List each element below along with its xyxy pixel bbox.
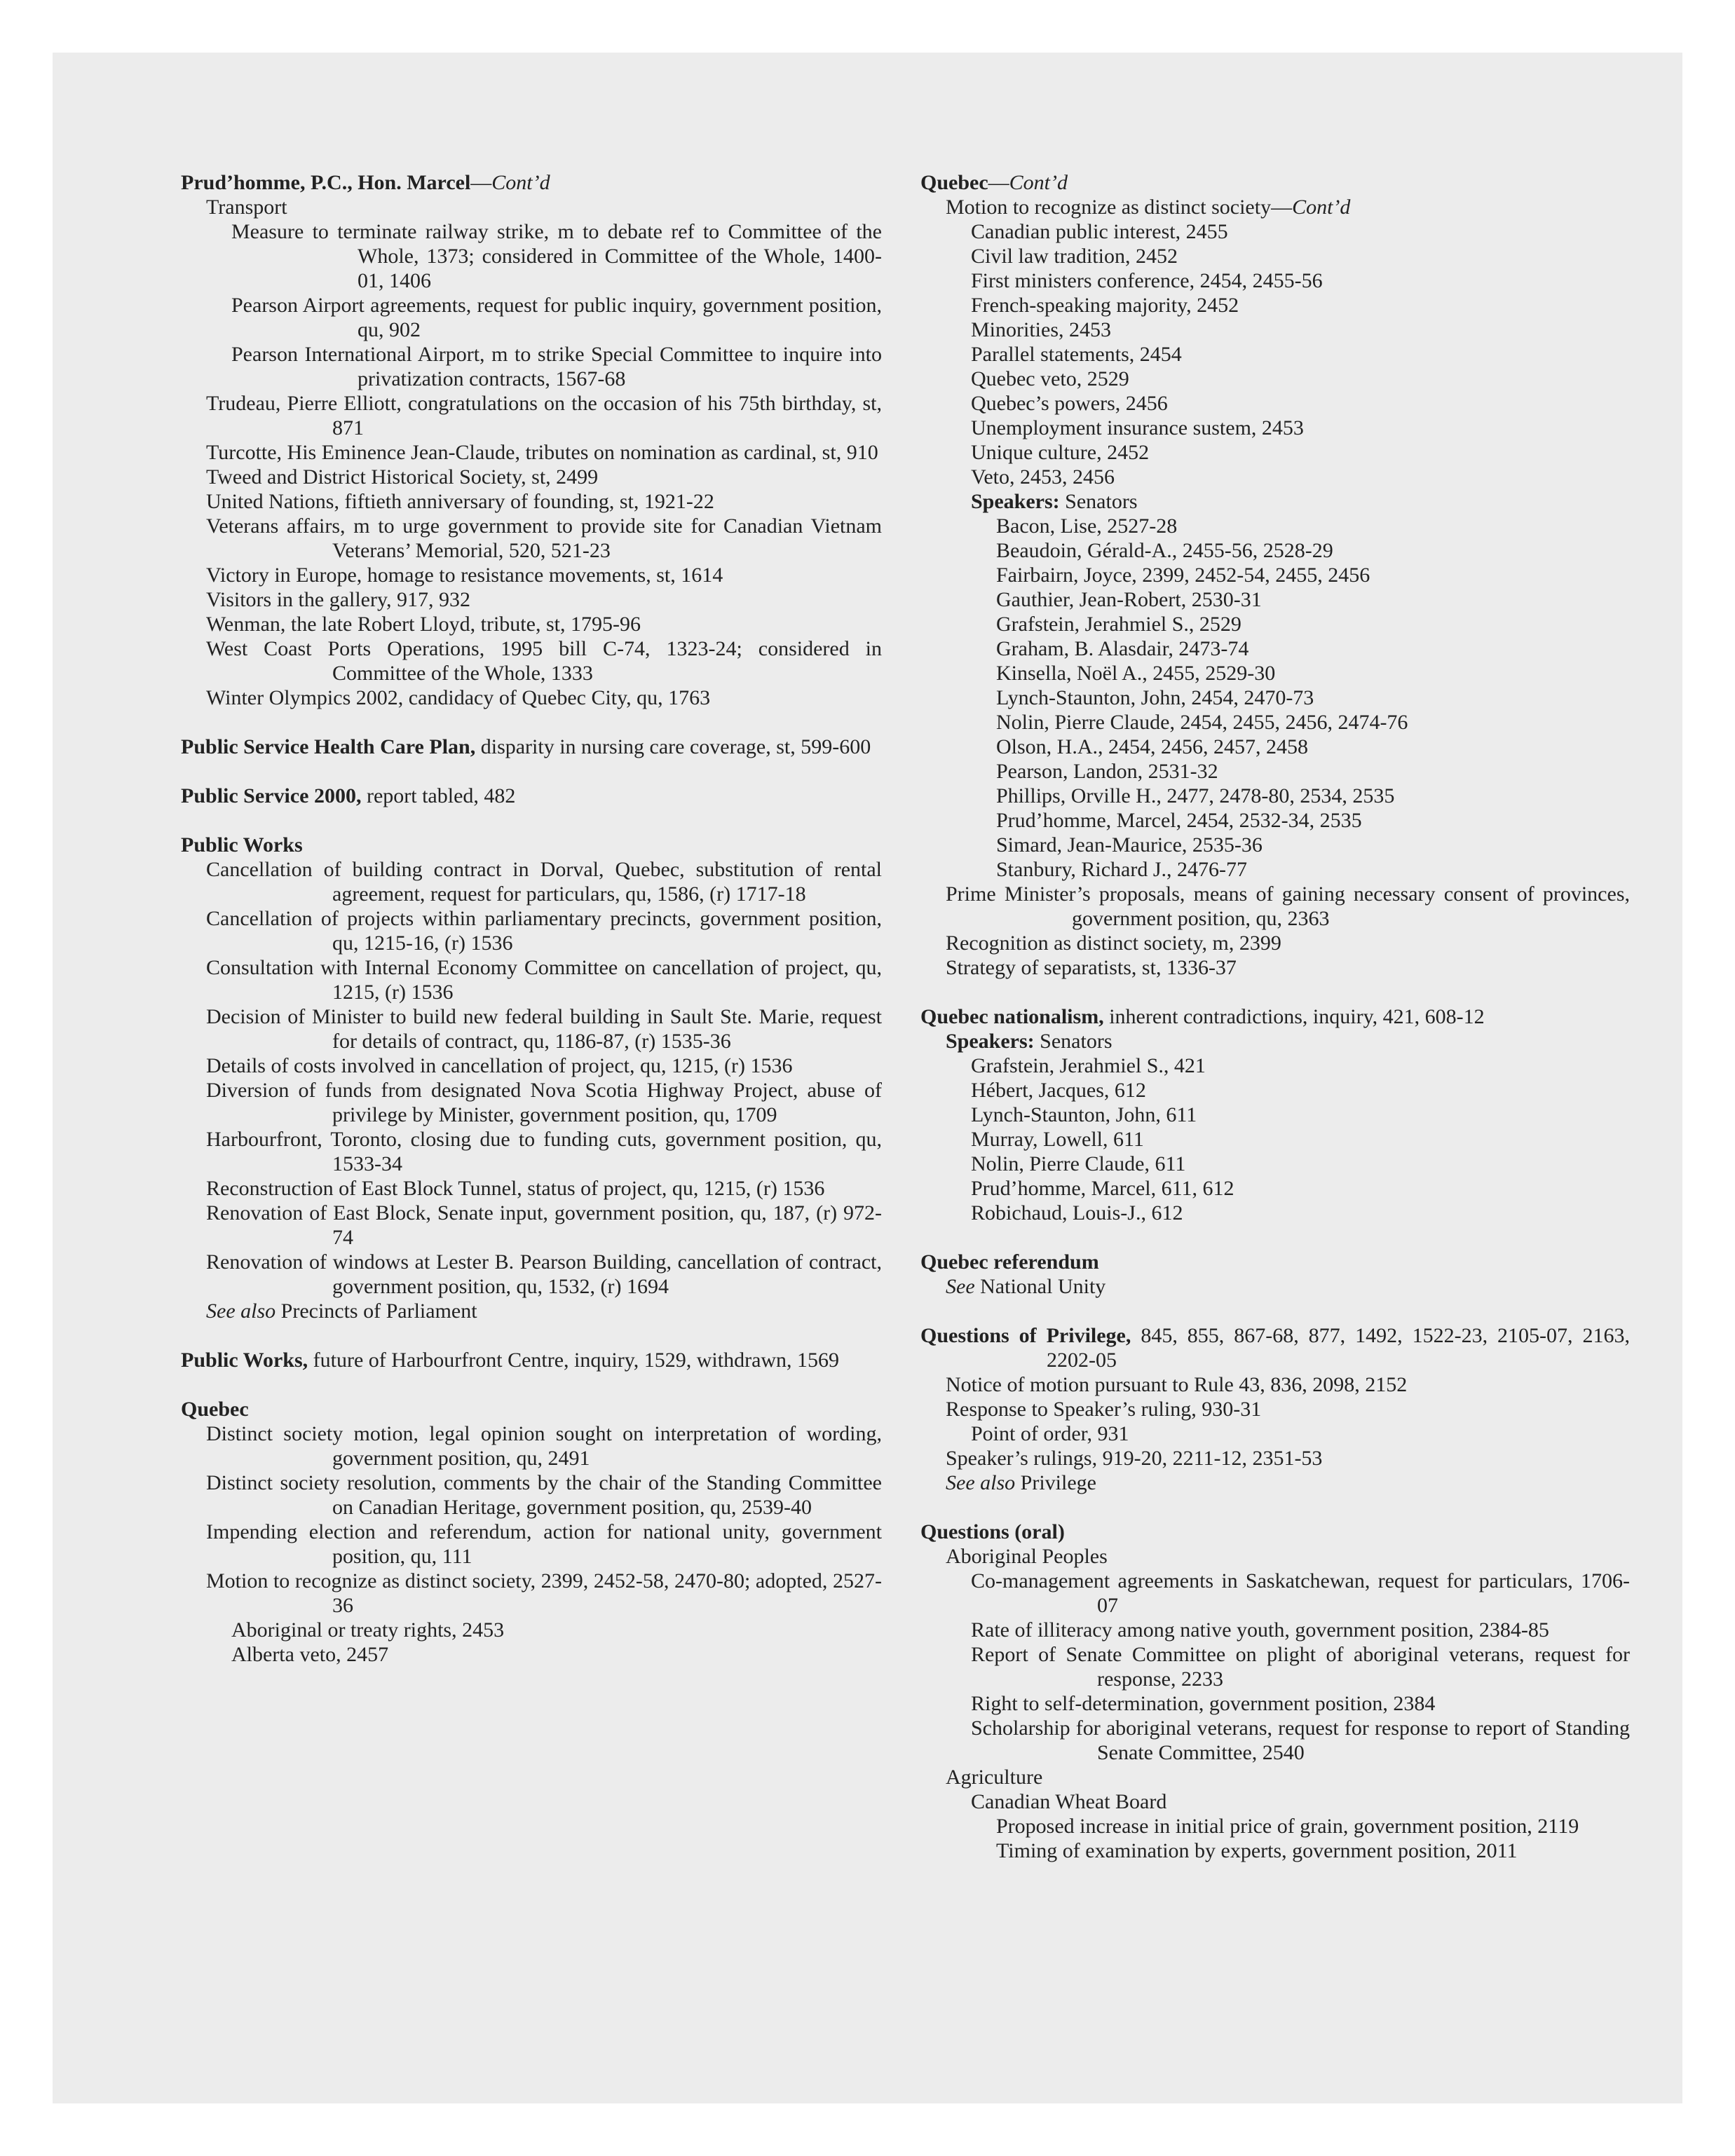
index-entry xyxy=(920,1372,1630,1397)
index-entry xyxy=(181,489,882,514)
entry-text: Scholarship for aboriginal veterans, request for response to report of Standing Senate Committee, 2540 xyxy=(971,1717,1630,1764)
entry-text: Measure to terminate railway strike, m to debate ref to Committee of the Whole, 1373; considered in Committee of the Whole, 1400-01, 1406 xyxy=(231,220,882,292)
entry-text: Veterans affairs, m to urge government to provide site for Canadian Vietnam Veterans’ Memorial, 520, 521-23 xyxy=(206,514,882,562)
entry-text: Notice of motion pursuant to Rule 43, 836, 2098, 2152 xyxy=(946,1373,1408,1396)
entry-text: Cancellation of building contract in Dorval, Quebec, substitution of rental agreement, request for particulars, qu, 1586, (r) 1717-18 xyxy=(206,858,882,906)
entry-text: report tabled, 482 xyxy=(361,784,516,807)
entry-text: Gauthier, Jean-Robert, 2530-31 xyxy=(996,588,1262,611)
index-entry xyxy=(920,1446,1630,1471)
index-entry xyxy=(181,636,882,685)
index-entry xyxy=(920,1569,1630,1618)
entry-text: Point of order, 931 xyxy=(971,1422,1129,1445)
entry-text: Visitors in the gallery, 917, 932 xyxy=(206,588,471,611)
entry-text: Alberta veto, 2457 xyxy=(231,1643,389,1666)
entry-text: Quebec veto, 2529 xyxy=(971,367,1129,390)
index-entry xyxy=(920,1152,1630,1176)
index-entry xyxy=(920,1716,1630,1765)
entry-text: Impending election and referendum, action for national unity, government position, qu, 111 xyxy=(206,1520,882,1568)
entry-text: Prud’homme, Marcel, 611, 612 xyxy=(971,1177,1234,1200)
entry-text: Quebec xyxy=(920,171,988,194)
index-entry xyxy=(920,1127,1630,1152)
entry-text: Quebec xyxy=(181,1398,249,1421)
index-heading xyxy=(920,1323,1630,1372)
entry-text: Response to Speaker’s ruling, 930-31 xyxy=(946,1398,1262,1421)
entry-text: Renovation of windows at Lester B. Pearson Building, cancellation of contract, government position, qu, 1532, (r) 1694 xyxy=(206,1250,882,1298)
index-heading xyxy=(181,735,882,759)
index-entry xyxy=(920,1691,1630,1716)
entry-text: disparity in nursing care coverage, st, 599-600 xyxy=(475,735,871,758)
index-column-left xyxy=(181,170,882,1667)
index-entry xyxy=(181,1127,882,1176)
index-heading xyxy=(920,1004,1630,1029)
index-entry xyxy=(920,661,1630,685)
entry-text: Details of costs involved in cancellation of project, qu, 1215, (r) 1536 xyxy=(206,1054,793,1077)
entry-text: Report of Senate Committee on plight of aboriginal veterans, request for response, 2233 xyxy=(971,1643,1630,1691)
entry-spacer xyxy=(181,808,882,833)
index-entry xyxy=(920,612,1630,636)
entry-text: Aboriginal Peoples xyxy=(946,1545,1108,1568)
entry-text: Right to self-determination, government position, 2384 xyxy=(971,1692,1436,1715)
index-heading xyxy=(920,1520,1630,1544)
index-entry xyxy=(181,1078,882,1127)
entry-text: Wenman, the late Robert Lloyd, tribute, st, 1795-96 xyxy=(206,613,641,636)
index-entry xyxy=(920,1789,1630,1814)
entry-text: See xyxy=(946,1275,975,1298)
entry-text: Graham, B. Alasdair, 2473-74 xyxy=(996,637,1249,660)
index-entry xyxy=(181,1176,882,1201)
entry-text: future of Harbourfront Centre, inquiry, 1529, withdrawn, 1569 xyxy=(308,1349,840,1372)
index-entry xyxy=(920,1176,1630,1201)
entry-text: Public Works, xyxy=(181,1349,308,1372)
index-entry xyxy=(181,465,882,489)
entry-text: Olson, H.A., 2454, 2456, 2457, 2458 xyxy=(996,735,1309,758)
index-entry xyxy=(920,882,1630,931)
index-entry xyxy=(920,342,1630,367)
entry-text: Decision of Minister to build new federal building in Sault Ste. Marie, request for details of contract, qu, 1186-87, (r) 1535-36 xyxy=(206,1005,882,1053)
entry-text: Prud’homme, P.C., Hon. Marcel xyxy=(181,171,471,194)
entry-text: — xyxy=(470,171,492,194)
entry-text: Lynch-Staunton, John, 611 xyxy=(971,1103,1197,1126)
index-entry xyxy=(920,759,1630,784)
entry-text: Speakers: xyxy=(946,1030,1035,1053)
entry-text: Public Service Health Care Plan, xyxy=(181,735,476,758)
entry-text: Distinct society motion, legal opinion sought on interpretation of wording, government position, qu, 2491 xyxy=(206,1422,882,1470)
entry-text: Senators xyxy=(1034,1030,1113,1053)
entry-text: Senators xyxy=(1059,490,1138,513)
entry-text: Co-management agreements in Saskatchewan, request for particulars, 1706-07 xyxy=(971,1569,1630,1617)
index-entry xyxy=(920,367,1630,391)
entry-text: Minorities, 2453 xyxy=(971,318,1111,341)
index-entry xyxy=(181,391,882,440)
index-entry xyxy=(920,931,1630,955)
entry-text: Turcotte, His Eminence Jean-Claude, tributes on nomination as cardinal, st, 910 xyxy=(206,441,878,464)
index-entry xyxy=(920,1397,1630,1421)
index-entry xyxy=(181,1618,882,1642)
index-entry xyxy=(920,1618,1630,1642)
entry-text: Fairbairn, Joyce, 2399, 2452-54, 2455, 2456 xyxy=(996,564,1370,587)
entry-text: Quebec nationalism, xyxy=(920,1005,1104,1028)
entry-text: Prud’homme, Marcel, 2454, 2532-34, 2535 xyxy=(996,809,1362,832)
entry-spacer xyxy=(181,1372,882,1397)
entry-text: Canadian Wheat Board xyxy=(971,1790,1167,1813)
index-entry xyxy=(181,1201,882,1250)
index-entry xyxy=(181,342,882,391)
index-heading xyxy=(181,784,882,808)
entry-text: Pearson Airport agreements, request for public inquiry, government position, qu, 902 xyxy=(231,294,882,341)
index-entry xyxy=(181,219,882,293)
entry-text: Cont’d xyxy=(491,171,550,194)
index-entry xyxy=(920,1642,1630,1691)
entry-text: Winter Olympics 2002, candidacy of Quebec City, qu, 1763 xyxy=(206,686,711,709)
entry-text: Reconstruction of East Block Tunnel, status of project, qu, 1215, (r) 1536 xyxy=(206,1177,825,1200)
entry-text: Prime Minister’s proposals, means of gaining necessary consent of provinces, government position, qu, 2363 xyxy=(946,882,1630,930)
index-entry xyxy=(181,1569,882,1618)
entry-text: Grafstein, Jerahmiel S., 2529 xyxy=(996,613,1241,636)
entry-spacer xyxy=(920,980,1630,1004)
entry-text: Proposed increase in initial price of grain, government position, 2119 xyxy=(996,1815,1579,1838)
index-entry xyxy=(920,440,1630,465)
entry-text: Motion to recognize as distinct society— xyxy=(946,196,1293,219)
index-entry xyxy=(181,612,882,636)
index-entry xyxy=(920,1078,1630,1103)
entry-text: Stanbury, Richard J., 2476-77 xyxy=(996,858,1248,881)
index-entry xyxy=(920,1544,1630,1569)
index-entry xyxy=(920,416,1630,440)
entry-text: See also xyxy=(206,1299,276,1323)
entry-text: Questions (oral) xyxy=(920,1520,1065,1543)
entry-spacer xyxy=(920,1225,1630,1250)
entry-text: Beaudoin, Gérald-A., 2455-56, 2528-29 xyxy=(996,539,1333,562)
index-entry xyxy=(181,685,882,710)
index-entry xyxy=(920,1201,1630,1225)
index-entry xyxy=(920,244,1630,268)
index-entry xyxy=(181,1250,882,1299)
entry-text: Lynch-Staunton, John, 2454, 2470-73 xyxy=(996,686,1314,709)
index-entry xyxy=(181,293,882,342)
entry-text: Civil law tradition, 2452 xyxy=(971,245,1178,268)
index-entry xyxy=(920,1274,1630,1299)
index-entry xyxy=(920,489,1630,514)
entry-text: Cancellation of projects within parliamentary precincts, government position, qu, 1215-16, (r) 1536 xyxy=(206,907,882,955)
entry-text: West Coast Ports Operations, 1995 bill C-74, 1323-24; considered in Committee of the Whole, 1333 xyxy=(206,637,882,685)
entry-text: Tweed and District Historical Society, st, 2499 xyxy=(206,465,599,489)
index-entry xyxy=(920,1471,1630,1495)
index-entry xyxy=(920,1053,1630,1078)
entry-text: Simard, Jean-Maurice, 2535-36 xyxy=(996,833,1263,857)
index-entry xyxy=(920,1765,1630,1789)
index-entry xyxy=(920,195,1630,219)
entry-text: Bacon, Lise, 2527-28 xyxy=(996,514,1178,538)
index-entry xyxy=(920,1029,1630,1053)
entry-spacer xyxy=(181,759,882,784)
index-entry xyxy=(181,1520,882,1569)
entry-text: Renovation of East Block, Senate input, government position, qu, 187, (r) 972-74 xyxy=(206,1201,882,1249)
index-entry xyxy=(920,710,1630,735)
index-entry xyxy=(920,1838,1630,1863)
index-entry xyxy=(920,833,1630,857)
index-entry xyxy=(181,1421,882,1471)
entry-text: Privilege xyxy=(1015,1471,1096,1494)
index-entry xyxy=(181,1642,882,1667)
index-entry xyxy=(920,1103,1630,1127)
entry-spacer xyxy=(181,710,882,735)
entry-text: Public Works xyxy=(181,833,303,857)
entry-text: Precincts of Parliament xyxy=(275,1299,477,1323)
index-entry xyxy=(920,318,1630,342)
index-entry xyxy=(920,587,1630,612)
entry-text: Kinsella, Noël A., 2455, 2529-30 xyxy=(996,662,1276,685)
index-entry xyxy=(920,1421,1630,1446)
index-entry xyxy=(920,857,1630,882)
entry-text: Hébert, Jacques, 612 xyxy=(971,1079,1146,1102)
index-entry xyxy=(181,1299,882,1323)
index-entry xyxy=(181,587,882,612)
entry-text: Rate of illiteracy among native youth, government position, 2384-85 xyxy=(971,1618,1549,1642)
entry-text: Murray, Lowell, 611 xyxy=(971,1128,1144,1151)
entry-text: National Unity xyxy=(974,1275,1106,1298)
entry-text: Transport xyxy=(206,196,287,219)
index-entry xyxy=(920,391,1630,416)
entry-text: Unemployment insurance sustem, 2453 xyxy=(971,416,1304,439)
entry-text: Unique culture, 2452 xyxy=(971,441,1150,464)
entry-text: Victory in Europe, homage to resistance movements, st, 1614 xyxy=(206,564,723,587)
index-entry xyxy=(920,219,1630,244)
index-entry xyxy=(920,465,1630,489)
entry-text: Diversion of funds from designated Nova Scotia Highway Project, abuse of privilege by Minister, government position, qu, 1709 xyxy=(206,1079,882,1126)
entry-text: Cont’d xyxy=(1292,196,1351,219)
entry-text: French-speaking majority, 2452 xyxy=(971,294,1239,317)
index-entry xyxy=(920,293,1630,318)
index-heading xyxy=(181,1397,882,1421)
index-column-right xyxy=(920,170,1630,1863)
entry-text: Speaker’s rulings, 919-20, 2211-12, 2351-53 xyxy=(946,1447,1323,1470)
index-entry xyxy=(181,514,882,563)
entry-text: Questions of Privilege, xyxy=(920,1324,1131,1347)
index-entry xyxy=(920,538,1630,563)
entry-text: Motion to recognize as distinct society, 2399, 2452-58, 2470-80; adopted, 2527-36 xyxy=(206,1569,882,1617)
entry-text: Phillips, Orville H., 2477, 2478-80, 2534, 2535 xyxy=(996,784,1395,807)
index-entry xyxy=(181,955,882,1004)
entry-text: Harbourfront, Toronto, closing due to funding cuts, government position, qu, 1533-34 xyxy=(206,1128,882,1175)
index-heading xyxy=(181,1348,882,1372)
index-entry xyxy=(181,857,882,906)
entry-text: Consultation with Internal Economy Committee on cancellation of project, qu, 1215, (r) 1536 xyxy=(206,956,882,1004)
entry-text: Pearson, Landon, 2531-32 xyxy=(996,760,1218,783)
entry-text: Grafstein, Jerahmiel S., 421 xyxy=(971,1054,1206,1077)
entry-text: Cont’d xyxy=(1009,171,1068,194)
index-entry xyxy=(920,808,1630,833)
index-entry xyxy=(920,514,1630,538)
entry-text: Aboriginal or treaty rights, 2453 xyxy=(231,1618,505,1642)
index-entry xyxy=(181,563,882,587)
entry-text: Speakers: xyxy=(971,490,1060,513)
index-entry xyxy=(920,784,1630,808)
entry-text: Robichaud, Louis-J., 612 xyxy=(971,1201,1183,1224)
entry-text: Recognition as distinct society, m, 2399 xyxy=(946,932,1281,955)
entry-text: Trudeau, Pierre Elliott, congratulations on the occasion of his 75th birthday, st, 871 xyxy=(206,392,882,439)
entry-text: Nolin, Pierre Claude, 611 xyxy=(971,1152,1186,1175)
scanned-page xyxy=(53,53,1682,2103)
entry-text: Veto, 2453, 2456 xyxy=(971,465,1115,489)
entry-text: Timing of examination by experts, government position, 2011 xyxy=(996,1839,1518,1862)
entry-text: — xyxy=(988,171,1009,194)
index-entry xyxy=(920,268,1630,293)
entry-spacer xyxy=(920,1495,1630,1520)
entry-text: Quebec referendum xyxy=(920,1250,1099,1274)
entry-text: Strategy of separatists, st, 1336-37 xyxy=(946,956,1237,979)
index-entry xyxy=(920,563,1630,587)
index-entry xyxy=(181,195,882,219)
entry-text: United Nations, fiftieth anniversary of founding, st, 1921-22 xyxy=(206,490,714,513)
index-heading xyxy=(920,1250,1630,1274)
index-entry xyxy=(181,906,882,955)
index-entry xyxy=(920,735,1630,759)
entry-text: First ministers conference, 2454, 2455-56 xyxy=(971,269,1323,292)
entry-text: Quebec’s powers, 2456 xyxy=(971,392,1168,415)
entry-text: See also xyxy=(946,1471,1016,1494)
entry-text: Agriculture xyxy=(946,1766,1043,1789)
index-entry xyxy=(920,685,1630,710)
index-entry xyxy=(181,1471,882,1520)
entry-spacer xyxy=(920,1299,1630,1323)
index-entry xyxy=(920,1814,1630,1838)
index-heading xyxy=(181,170,882,195)
entry-text: Parallel statements, 2454 xyxy=(971,343,1182,366)
entry-text: Nolin, Pierre Claude, 2454, 2455, 2456, 2474-76 xyxy=(996,711,1408,734)
index-entry xyxy=(920,636,1630,661)
index-entry xyxy=(181,1004,882,1053)
entry-text: Distinct society resolution, comments by the chair of the Standing Committee on Canadian Heritage, government position, qu, 2539-40 xyxy=(206,1471,882,1519)
index-heading xyxy=(920,170,1630,195)
entry-text: Canadian public interest, 2455 xyxy=(971,220,1228,243)
entry-text: inherent contradictions, inquiry, 421, 608-12 xyxy=(1103,1005,1485,1028)
index-entry xyxy=(181,1053,882,1078)
entry-text: 845, 855, 867-68, 877, 1492, 1522-23, 2105-07, 2163, 2202-05 xyxy=(1047,1324,1630,1372)
index-heading xyxy=(181,833,882,857)
index-entry xyxy=(920,955,1630,980)
entry-text: Public Service 2000, xyxy=(181,784,362,807)
index-entry xyxy=(181,440,882,465)
entry-spacer xyxy=(181,1323,882,1348)
entry-text: Pearson International Airport, m to strike Special Committee to inquire into privatization contracts, 1567-68 xyxy=(231,343,882,390)
